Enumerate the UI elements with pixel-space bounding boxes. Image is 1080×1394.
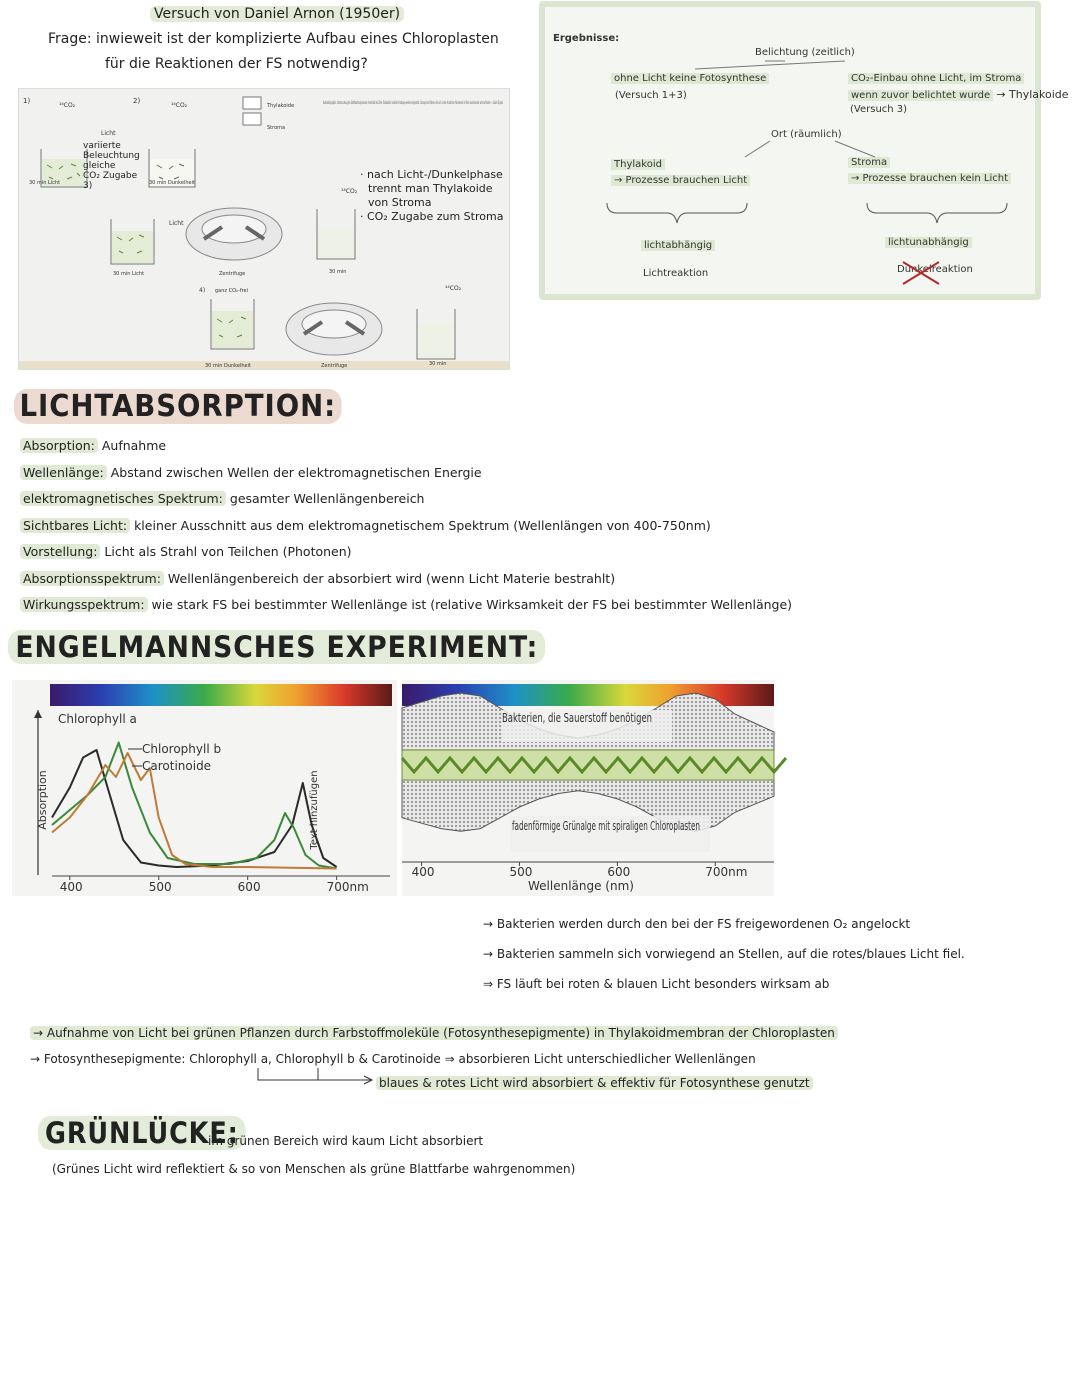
text-spektrum: gesamter Wellenlängenbereich: [225, 491, 425, 506]
no-light-highlight: ohne Licht keine Fotosynthese: [611, 73, 769, 84]
min30-dunkel-label-2: 30 min Dunkelheit: [205, 363, 251, 369]
definition-wirkungsspektrum: [20, 592, 1070, 619]
co2-arrow-text: → Thylakoide: [996, 88, 1069, 101]
text-vorstellung: Licht als Strahl von Teilchen (Photonen): [100, 544, 352, 559]
engelmann-chart: [402, 680, 774, 896]
x-tick-label: 700nm: [326, 880, 369, 894]
text-absorptionsspektrum: Wellenlängenbereich der absorbiert wird (wenn Licht Materie bestrahlt): [163, 570, 616, 586]
x-tick-label: 700nm: [705, 865, 748, 879]
definition-absorption: [20, 433, 1070, 460]
co2-label-1: ¹⁴CO₂: [59, 102, 76, 109]
x-tick-label: 400: [411, 865, 435, 879]
legend-carotinoide: Carotinoide: [142, 759, 212, 773]
conclusion-line-2: → Bakterien sammeln sich vorwiegend an Stellen, auf die rotes/blaues Licht fiel.: [483, 947, 965, 961]
thylakoid-label: Thylakoid: [611, 159, 665, 170]
licht-label-1: Licht: [101, 130, 116, 137]
absorption-chart: [12, 680, 397, 896]
term-wirkungsspektrum: Wirkungsspektrum:: [20, 597, 148, 612]
term-wellenlaenge: Wellenlänge:: [20, 465, 107, 480]
absorption-chart-box: [12, 680, 397, 896]
centrifuge-1: [186, 208, 282, 260]
pigment-bracket: [254, 1068, 384, 1088]
co2-frei-label: ganz CO₂-frei: [215, 288, 249, 294]
stroma-desc: → Prozesse brauchen kein Licht: [848, 173, 1011, 184]
x-tick-label: 500: [509, 865, 533, 879]
step-1-label: 1): [23, 97, 31, 105]
co2-label-3: ¹⁴CO₂: [341, 188, 358, 195]
annotation-line-3: von Stroma: [368, 196, 432, 209]
centrifuge-2: [286, 303, 382, 355]
beleuchtung-text: Beleuchtung: [83, 151, 140, 161]
step-2-label: 2): [133, 97, 141, 105]
results-title: Ergebnisse:: [553, 33, 620, 44]
definition-sichtbares-licht: [20, 513, 1070, 540]
thylakoid-desc: → Prozesse brauchen Licht: [611, 175, 750, 186]
stroma-label: Stroma: [848, 157, 890, 168]
question-line-1: Frage: inwieweit ist der komplizierte Aufbau eines Chloroplasten: [48, 31, 499, 47]
licht-label-2: Licht: [169, 220, 184, 227]
x-tick-label: 500: [148, 880, 172, 894]
step-3-text: 3): [83, 181, 93, 191]
min30-dunkel-label-1: 30 min Dunkelheit: [149, 180, 195, 186]
legend-chlorophyll-b: Chlorophyll b: [142, 742, 222, 756]
axis-time-label: Belichtung (zeitlich): [755, 47, 855, 58]
light-dependent-highlight: lichtabhängig: [641, 240, 715, 251]
conclusion-line-1: → Bakterien werden durch den bei der FS freigewordenen O₂ angelockt: [483, 917, 911, 931]
conclusion-line-5: → Fotosynthesepigmente: Chlorophyll a, Chlorophyll b & Carotinoide ⇒ absorbieren Licht unterschiedlicher Wellenlängen: [30, 1052, 756, 1066]
dark-reaction: Dunkelreaktion: [897, 264, 973, 275]
zentrifuge-label-1: Zentrifuge: [219, 271, 246, 277]
term-absorptionsspektrum: Absorptionsspektrum:: [20, 571, 164, 586]
gruenluecke-heading-text: GRÜNLÜCKE:: [45, 1116, 239, 1150]
text-block-excerpt: Autoradiographie: Untersuchung der Stoffwechselprozesse innerhalb der Zelle. Radioaktiv markierte Isotope werden eingesetzt. Isotope sind Atome, die sich in der Anzahl der Neutronen im Kern voneinander unterscheiden → Calvin-Zyklus: [323, 100, 503, 105]
co2-zugabe-text: CO₂ Zugabe: [83, 171, 138, 181]
results-panel: [539, 1, 1069, 300]
conclusion-line-4-text: → Aufnahme von Licht bei grünen Pflanzen durch Farbstoffmoleküle (Fotosynthesepigmente) in Thylakoidmembran der Chloroplasten: [30, 1026, 838, 1040]
text-absorption: Aufnahme: [97, 438, 167, 453]
engelmann-heading: [8, 630, 546, 664]
definition-spektrum: [20, 486, 1070, 513]
light-reaction: Lichtreaktion: [643, 268, 709, 279]
arnon-experiment-illustration: [19, 89, 509, 369]
gruenluecke-text: im grünen Bereich wird kaum Licht absorbiert: [208, 1134, 484, 1148]
arnon-annotation: [360, 168, 503, 224]
gruenluecke-note: (Grünes Licht wird reflektiert & so von Menschen als grüne Blattfarbe wahrgenommen): [52, 1162, 576, 1176]
arnon-experiment-photo: [18, 88, 510, 370]
lichtabsorption-heading: [14, 389, 342, 424]
text-hinzufuegen-label: Text hinzufügen: [309, 770, 320, 850]
wavelength-axis-label: Wellenlänge (nm): [528, 879, 634, 893]
co2-line-2-highlight: wenn zuvor belichtet wurde: [848, 90, 993, 101]
absorption-tick-labels: [60, 876, 369, 894]
co2-line-1-highlight: CO₂-Einbau ohne Licht, im Stroma: [848, 73, 1024, 84]
engelmann-tick-labels: [412, 862, 748, 879]
experiment-title: [150, 6, 404, 22]
term-vorstellung: Vorstellung:: [20, 544, 100, 559]
alga-label: fadenförmige Grünalge mit spiraligen Chloroplasten: [512, 819, 700, 833]
engelmann-chart-box: [402, 680, 774, 896]
x-tick-label: 600: [237, 880, 261, 894]
term-absorption: Absorption:: [20, 438, 98, 453]
lichtabsorption-heading-text: LICHTABSORPTION:: [19, 389, 337, 424]
no-light-ref: (Versuch 1+3): [615, 90, 687, 101]
spectrum-bar-1: [50, 684, 392, 706]
co2-ref: (Versuch 3): [850, 104, 908, 115]
min30-licht-label-2: 30 min Licht: [113, 271, 145, 277]
variierte-text: variierte: [83, 141, 121, 151]
experiment-title-text: Versuch von Daniel Arnon (1950er): [150, 6, 404, 22]
text-wellenlaenge: Abstand zwischen Wellen der elektromagnetischen Energie: [106, 464, 482, 480]
legend-chlorophyll-a: Chlorophyll a: [58, 712, 137, 726]
conclusion-line-6: [376, 1076, 813, 1090]
x-tick-label: 400: [59, 880, 83, 894]
engelmann-heading-text: ENGELMANNSCHES EXPERIMENT:: [15, 630, 539, 664]
min30-label-1: 30 min: [329, 269, 347, 275]
thylakoide-label: Thylakoide: [267, 103, 295, 109]
definition-vorstellung: [20, 539, 1070, 566]
zentrifuge-label-2: Zentrifuge: [321, 363, 348, 369]
conclusion-line-4: [30, 1026, 838, 1040]
stroma-label: Stroma: [267, 125, 286, 131]
annotation-line-2: trennt man Thylakoide: [368, 182, 493, 195]
annotation-line-1: · nach Licht-/Dunkelphase: [360, 168, 503, 181]
text-wirkungsspektrum: wie stark FS bei bestimmter Wellenlänge ist (relative Wirksamkeit der FS bei bestimmter Wellenlänge): [147, 597, 793, 612]
min30-label-2: 30 min: [429, 361, 447, 367]
absorption-axis-label: Absorption: [36, 770, 49, 830]
co2-label-2: ¹⁴CO₂: [171, 102, 188, 109]
light-independent-highlight: lichtunabhängig: [885, 237, 972, 248]
min30-licht-label-1: 30 min Licht: [29, 180, 61, 186]
results-diagram-lines: [545, 7, 1035, 294]
term-spektrum: elektromagnetisches Spektrum:: [20, 491, 226, 506]
term-sichtbares-licht: Sichtbares Licht:: [20, 518, 130, 533]
co2-label-4: ¹⁴CO₂: [445, 285, 462, 292]
axis-space-label: Ort (räumlich): [771, 129, 842, 140]
definitions-list: [20, 433, 1070, 619]
text-sichtbares-licht: kleiner Ausschnitt aus dem elektromagnetischem Spektrum (Wellenlängen von 400-750nm): [130, 517, 711, 533]
definition-wellenlaenge: [20, 460, 1070, 487]
step-4-label: 4): [199, 287, 206, 294]
question-line-2: für die Reaktionen der FS notwendig?: [105, 56, 368, 72]
conclusion-line-3: ⇒ FS läuft bei roten & blauen Licht besonders wirksam ab: [483, 977, 830, 991]
bacteria-label: Bakterien, die Sauerstoff benötigen: [502, 711, 652, 725]
gleiche-text: gleiche: [83, 161, 116, 171]
x-tick-label: 600: [607, 865, 631, 879]
variierte-beleuchtung-note: [83, 141, 140, 191]
conclusion-line-6-text: blaues & rotes Licht wird absorbiert & effektiv für Fotosynthese genutzt: [376, 1076, 813, 1090]
annotation-line-4: · CO₂ Zugabe zum Stroma: [360, 210, 504, 223]
definition-absorptionsspektrum: [20, 566, 1070, 593]
